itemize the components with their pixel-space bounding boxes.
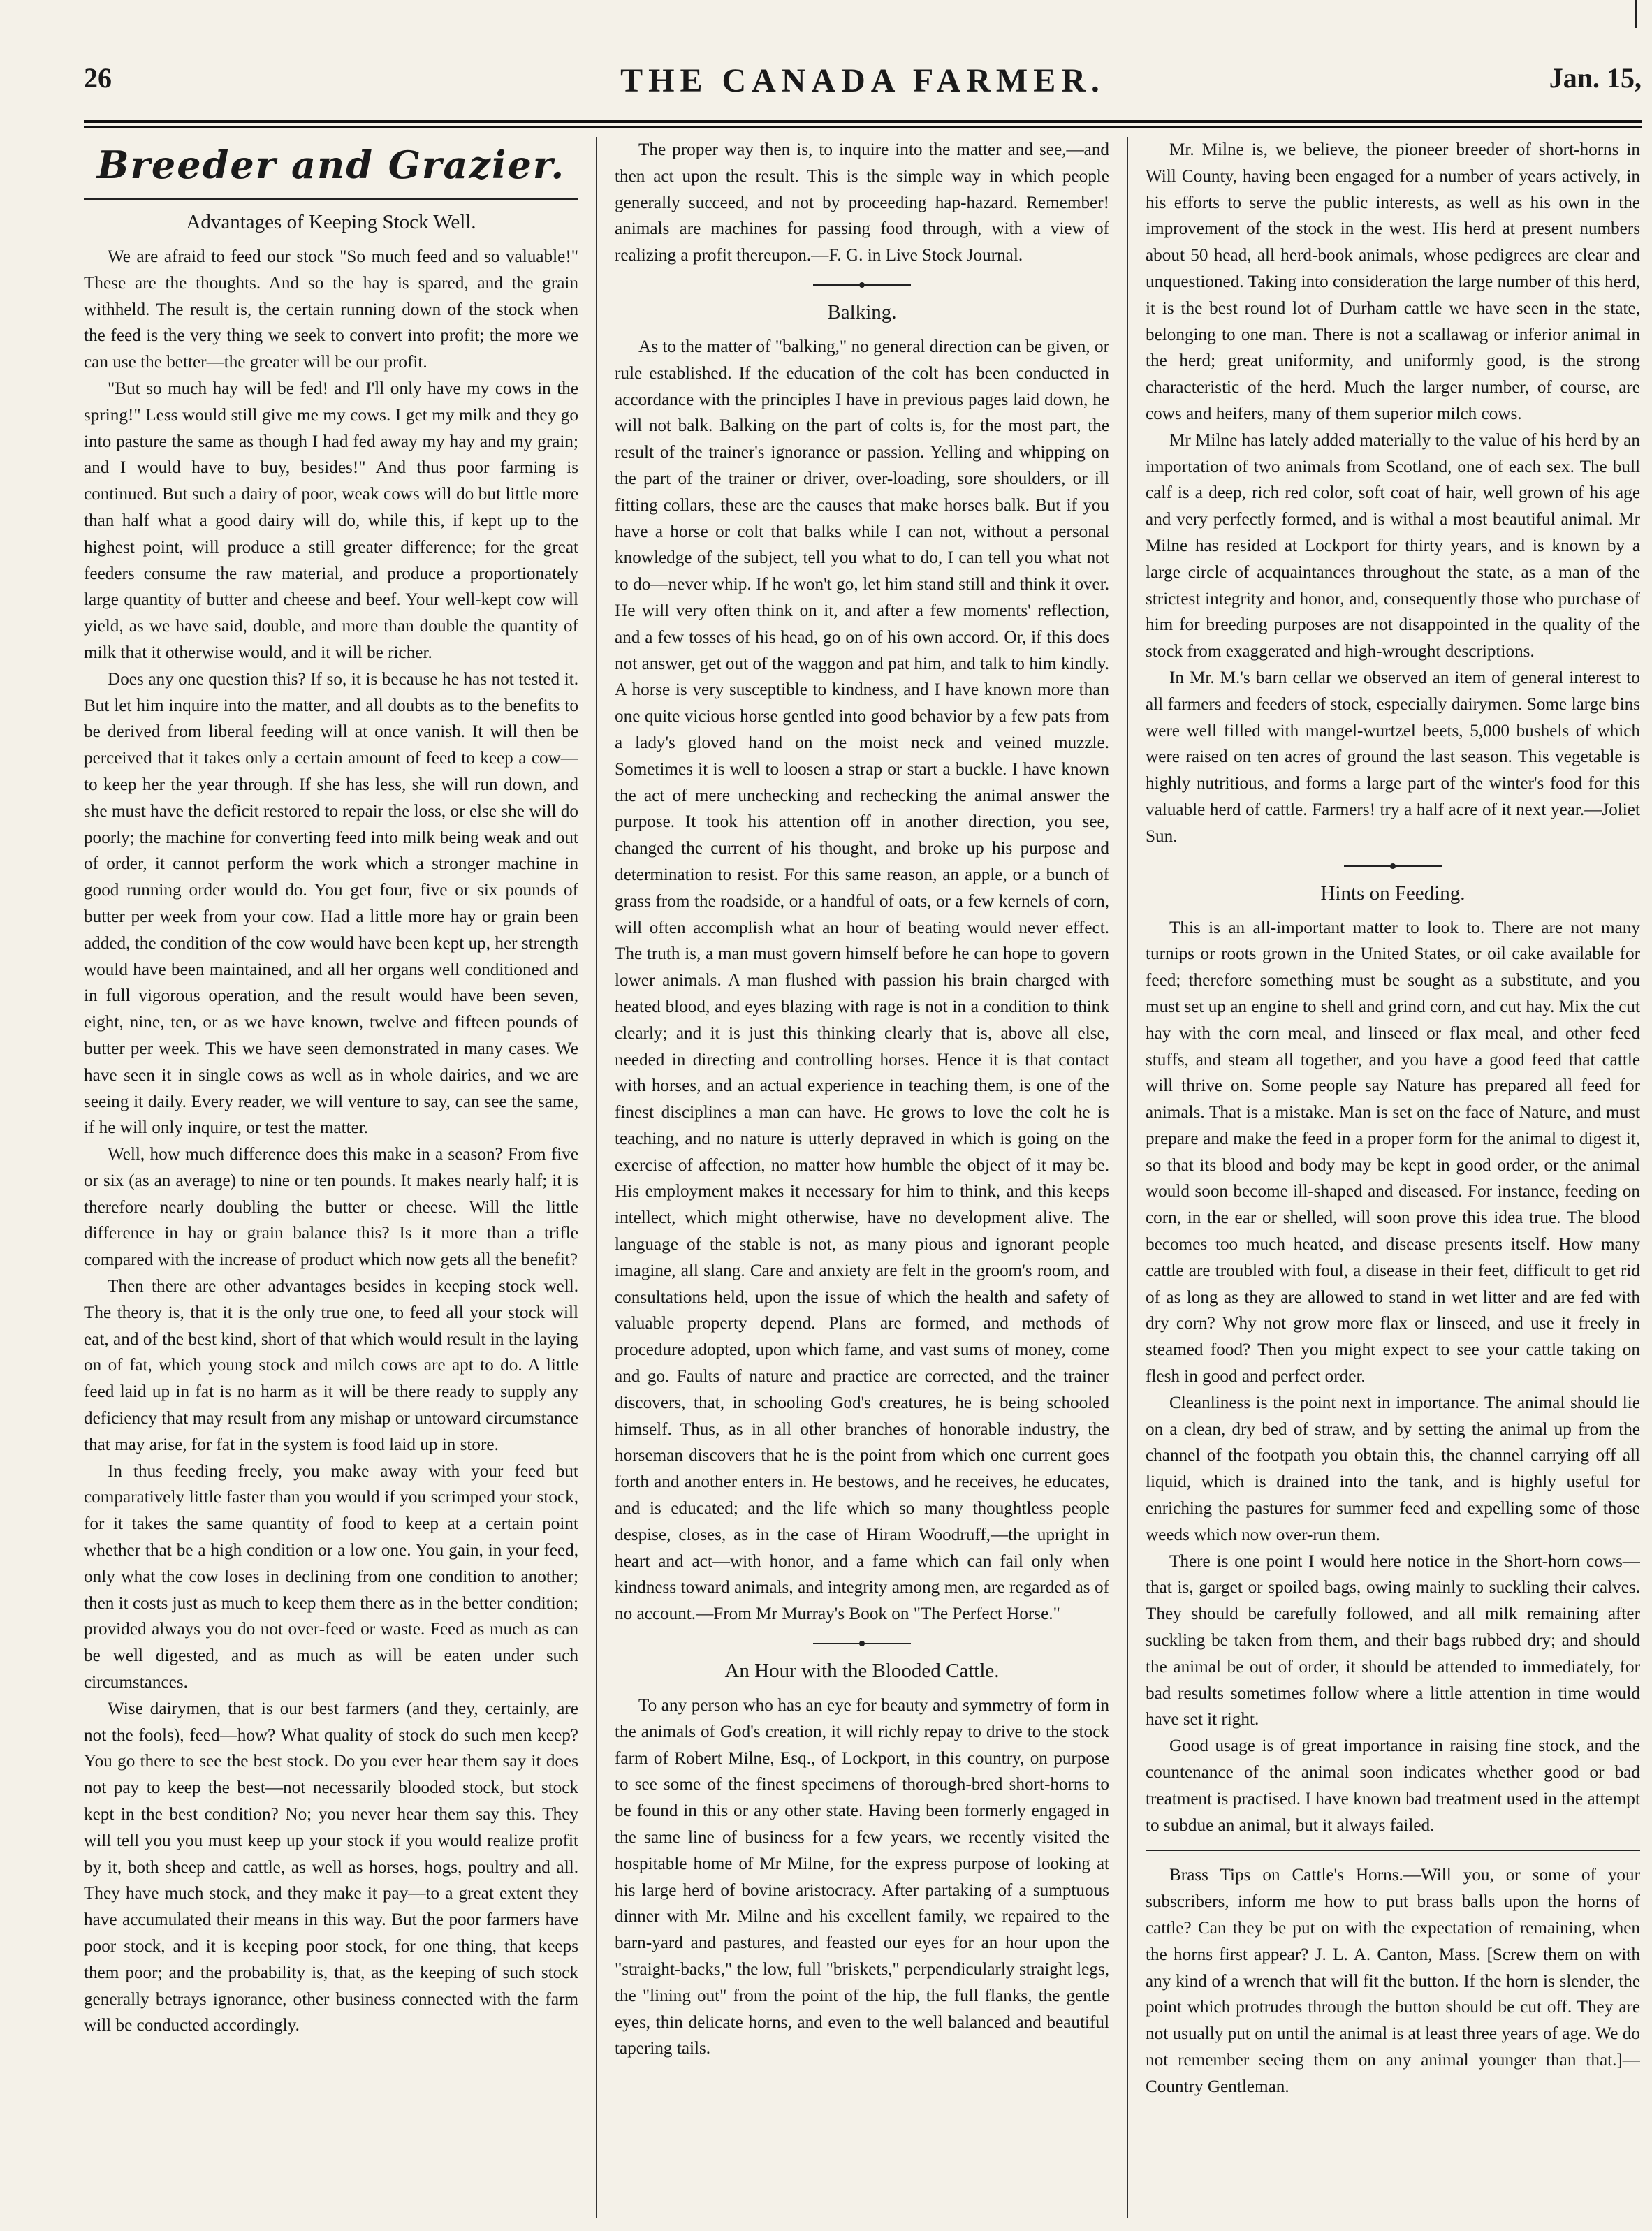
article-paragraph: This is an all-important matter to look to. There are not many turnips or roots grown in the United States, or oil cake available for feed; therefore something must be sought as a substitute, and you must set up an engine to shell and grind corn, and cut hay. Mix the cut hay with the corn meal, and linseed or flax meal, and other feed stuffs, and steam all together, and you have a good feed that cattle will thrive on. Some people say Nature has prepared all feed for animals. That is a mistake. Man is set on the face of Nature, and must prepare and make the feed in a proper form for the animal to digest it, so that its blood and body may be kept in good order, or the animal would soon become ill-shaped and diseased. For instance, feeding on corn, in the ear or shelled, will soon prove this idea true. The blood becomes too much heated, and disease presents itself. How many cattle are troubled with foul, a disease in their feet, difficult to get rid of as long as they are allowed to stand in wet litter and are fed with dry corn? Why not grow more flax or linseed, and use it freely in steamed food? Then you might expect to see your cattle taking on flesh in good and perfect order. [1146,918,1640,1387]
article-paragraph: In thus feeding freely, you make away with your feed but comparatively little faster than you would if you scrimped your stock, for it takes the same quantity of food to keep at a certain point whether that be a high condition or a low one. You gain, in your feed, only what the cow loses in declining from one condition to another; then it costs just as much to keep them there as in the better condition; provided always you do not over-feed or waste. Feed as much as can be well digested, and as much as will be eaten under such circumstances. [84,1461,578,1692]
margin-mark [1635,0,1637,28]
article-rule [1146,1850,1640,1851]
issue-date: Jan. 15, [1549,62,1642,94]
header-rule-thin [84,126,1642,128]
article-paragraph: In Mr. M.'s barn cellar we observed an item of general interest to all farmers and feeders of stock, especially dairymen. Some large bins were well filled with mangel-wurtzel beets, 5,000 bushels of which were raised on ten acres of ground the last season. This vegetable is highly nutritious, and forms a large part of the winter's food for this valuable herd of cattle. Farmers! try a half acre of it next year.—Joliet Sun. [1146,668,1640,846]
article-paragraph: Cleanliness is the point next in importance. The animal should lie on a clean, dry bed of straw, and by setting the animal up from the channel of the footpath you obtain this, the channel carrying off all liquid, which is drained into the tank, and is highly useful for enriching the pastures for summer feed and expelling some of those weeds which now over-run them. [1146,1393,1640,1544]
page-header [84,61,1642,117]
article-paragraph: Good usage is of great importance in raising fine stock, and the countenance of the animal soon indicates whether good or bad treatment is practised. I have known bad treatment used in the attempt to subdue an animal, but it always failed. [1146,1736,1640,1835]
article-title: Advantages of Keeping Stock Well. [186,211,476,233]
article-paragraph: To any person who has an eye for beauty and symmetry of form in the animals of God's creation, it will richly repay to drive to the stock farm of Robert Milne, Esq., of Lockport, in this country, on purpose to see some of the finest specimens of thorough-bred short-horns to be found in this or any other state. Having been formerly engaged in the same line of business for a few years, we recently visited the hospitable home of Mr Milne, for the express purpose of looking at his large herd of bovine aristocracy. After partaking of a sumptuous dinner with Mr. Milne and his excellent family, we repaired to the barn-yard and pastures, and feasted our eyes for an hour upon the "straight-backs," the low, full "briskets," perpendicularly straight legs, the "lining out" from the point of the hip, the full flanks, the gentle eyes, thin delicate horns, and even to the well balanced and beautiful tapering tails. [615,1696,1109,2058]
article-paragraph: Mr. Milne is, we believe, the pioneer breeder of short-horns in Will County, having been engaged for a number of years actively, in his efforts to serve the public interests, as well as his own in the improvement of the stock in the west. His herd at present numbers about 50 head, all herd-book animals, whose pedigrees are clear and unquestioned. Taking into consideration the large number of this herd, it is the best round lot of Durham cattle we have seen in the state, belonging to one man. There is not a scallawag or inferior animal in the herd; great uniformity, and uniformly good, is the strong characteristic of the herd. Much the larger number, of course, are cows and heifers, many of them superior milch cows. [1146,140,1640,423]
page-number: 26 [84,62,112,94]
column-divider [596,137,597,2218]
article-title: Balking. [827,300,897,323]
article-paragraph: Brass Tips on Cattle's Horns.—Will you, or some of your subscribers, inform me how to put brass balls upon the horns of cattle? Can they be put on with the expectation of remaining, when the horns first appear? J. L. A. Canton, Mass. [Screw them on with any kind of a wrench that will fit the button. If the horn is slender, the point which protrudes through the button should be cut off. They are not usually put on until the animal is at least three years of age. We do not remember seeing them on any animal younger than that.]—Country Gentleman. [1146,1866,1640,2096]
ornamental-separator [813,1640,911,1647]
masthead-title: THE CANADA FARMER. [620,62,1105,99]
article-paragraph: Mr Milne has lately added materially to the value of his herd by an importation of two animals from Scotland, one of each sex. The bull calf is a deep, rich red color, soft coat of hair, well grown of his age and very perfectly formed, and is withal a most beautiful animal. Mr Milne has resided at Lockport for thirty years, and is known by a large circle of acquaintances throughout the state, as a man of the strictest integrity and honor, and, consequently those who purchase of him for breeding purposes are not disappointed in the quality of the stock from exaggerated and high-wrought descriptions. [1146,430,1640,661]
columns [84,137,1642,2218]
article-paragraph: Wise dairymen, that is our best farmers (and they, certainly, are not the fools), feed—how? What quality of stock do such men keep? You go there to see the best stock. Do you ever hear them say it does not pay to keep the best—not necessarily blooded stock, but stock kept in the best condition? No; you never hear them say this. They will tell you you must keep up your stock if you would realize profit by it, both sheep and cattle, as well as horses, hogs, poultry and all. They have much stock, and they make it pay—to a great extent they have accumulated their means in this way. But the poor farmers have poor stock, and it is keeping poor stock, for one thing, that keeps them poor; and the probability is, that, as the keeping of such stock generally betrays ignorance, other business connected with the farm will be conducted accordingly. [84,1699,578,2035]
column-2 [615,137,1109,2218]
article-paragraph: The proper way then is, to inquire into the matter and see,—and then act upon the result. This is the simple way in which people generally succeed, and not by proceeding hap-hazard. Remember! animals are machines for passing food through, with a view of realizing a profit thereupon.—F. G. in Live Stock Journal. [615,140,1109,265]
article-paragraph: Does any one question this? If so, it is because he has not tested it. But let him inquire into the matter, and all doubts as to the benefits to be derived from liberal feeding will at once vanish. It will then be perceived that it takes only a certain amount of feed to keep a cow—to keep her the year through. If she has less, she will run down, and she must have the deficit restored to repair the loss, or else she will do poorly; the machine for converting feed into milk being weak and out of order, it cannot perform the work which a stronger machine in good running order would do. You get four, five or six pounds of butter per week from your cow. Had a little more hay or grain been added, the condition of the cow would have been kept up, her strength would have been maintained, and all her organs well conditioned and in full vigorous operation, and the result would have been seven, eight, nine, ten, or as we have known, twelve and fifteen pounds of butter per week. This we have seen demonstrated in many cases. We have seen it in single cows as well as in whole dairies, and we are seeing it daily. Every reader, we will venture to say, can see the same, if he will only inquire, or test the matter. [84,669,578,1138]
column-1 [84,137,578,2218]
column-divider [1127,137,1128,2218]
section-rule [84,198,578,200]
ornamental-separator [1344,863,1442,870]
article-paragraph: Then there are other advantages besides in keeping stock well. The theory is, that it is the only true one, to feed all your stock will eat, and of the best kind, short of that which would result in the laying on of fat, which young stock and milch cows are apt to do. A little feed laid up in fat is no harm as it will be there ready to supply any deficiency that may result from any mishap or untoward circumstance that may arise, for fat in the system is food laid up in store. [84,1277,578,1454]
header-rule-thick [84,120,1642,123]
column-3 [1146,137,1640,2218]
article-paragraph: As to the matter of "balking," no general direction can be given, or rule established. If the education of the colt has been conducted in accordance with the principles I have in previous pages laid down, he will not balk. Balking on the part of colts is, for the most part, the result of the trainer's ignorance or passion. Yelling and whipping on the part of the trainer or driver, over-loading, sore shoulders, or ill fitting collars, these are the causes that make horses balk. But if you have a horse or colt that balks while I can not, without a personal knowledge of the subject, tell you what to do, I can tell you what not to do—never whip. If he won't go, let him stand still and think it over. He will very often think on it, and after a few moments' reflection, and a few tosses of his head, go on of his own accord. Or, if this does not answer, get out of the waggon and pat him, and talk to him kindly. A horse is very susceptible to kindness, and I have known more than one quite vicious horse gentled into good behavior by a few pats from a lady's gloved hand on the moist neck and veined muzzle. Sometimes it is well to loosen a strap or start a buckle. I have known the act of mere unchecking and rechecking the animal answer the purpose. It took his attention off in another direction, you see, changed the current of his thought, and broke up his purpose and determination to resist. For this same reason, an apple, or a bunch of grass from the roadside, or a handful of oats, or a few kernels of corn, will often accomplish what an hour of beating would never effect. The truth is, a man must govern himself before he can hope to govern lower animals. A man flushed with passion his brain charged with heated blood, and eyes blazing with rage is not in a condition to think clearly; and it is just this thinking clearly that is, above all else, needed in directing and controlling horses. Hence it is that contact with horses, and an actual experience in teaching them, is one of the finest disciplines a man can have. He grows to love the colt he is teaching, and no nature is utterly depraved in which is going on the exercise of affection, no matter how humble the object of it may be. His employment makes it necessary for him to think, and this keeps intellect, which might otherwise, have no development alive. The language of the stable is not, as many pious and ignorant people imagine, all slang. Care and anxiety are felt in the groom's room, and consultations held, upon the issue of which the health and safety of valuable property depend. Plans are formed, and methods of procedure adopted, upon which fame, and vast sums of money, come and go. Faults of nature and practice are corrected, and the trainer discovers, that, in schooling God's creatures, he is being schooled himself. Thus, as in all other branches of honorable industry, the horseman discovers that he is the point from which one current goes forth and another enters in. He bestows, and he receives, he educates, and is educated; and the life which so many thoughtless people despise, closes, as in the case of Hiram Woodruff,—the upright in heart and act—with honor, and a fame which can fail only when kindness toward animals, and integrity among men, are regarded as of no account.—From Mr Murray's Book on "The Perfect Horse." [615,337,1109,1624]
article-paragraph: We are afraid to feed our stock "So much feed and so valuable!" These are the thoughts. And so the hay is spared, and the grain withheld. The result is, the certain running down of the stock when the feed is the very thing we seek to convert into profit; the more we can use the better—the greater will be our profit. [84,247,578,372]
article-paragraph: "But so much hay will be fed! and I'll only have my cows in the spring!" Less would still give me my cows. I get my milk and they go into pasture the same as though I had fed away my hay and my grain; and I would have to buy, besides!" And thus poor farming is continued. But such a dairy of poor, weak cows will do but little more than half what a good dairy will do, while this, if kept up to the highest point, will produce a still greater difference; for the great feeders consume the raw material, and produce a proportionately large quantity of butter and cheese and beef. Your well-kept cow will yield, as we have said, double, and more than double the quantity of milk that it otherwise would, and it will be richer. [84,379,578,662]
newspaper-page [84,0,1642,2231]
article-paragraph: There is one point I would here notice in the Short-horn cows—that is, garget or spoiled bags, owing mainly to suckling their calves. They should be carefully followed, and all milk remaining after suckling be taken from them, and their bags rubbed dry; and should the animal be out of order, it should be attended to immediately, for bad results sometimes follow where a little attention in time would have set it right. [1146,1551,1640,1729]
article-title: An Hour with the Blooded Cattle. [724,1660,1000,1683]
article-title: Hints on Feeding. [1320,882,1465,905]
section-title: Breeder and Grazier. [96,142,566,187]
article-paragraph: Well, how much difference does this make in a season? From five or six (as an average) to nine or ten pounds. It makes nearly half; it is therefore nearly doubling the butter or cheese. Will the little difference in hay or grain balance this? Is it more than a trifle compared with the increase of product which now gets all the benefit? [84,1145,578,1270]
ornamental-separator [813,281,911,288]
